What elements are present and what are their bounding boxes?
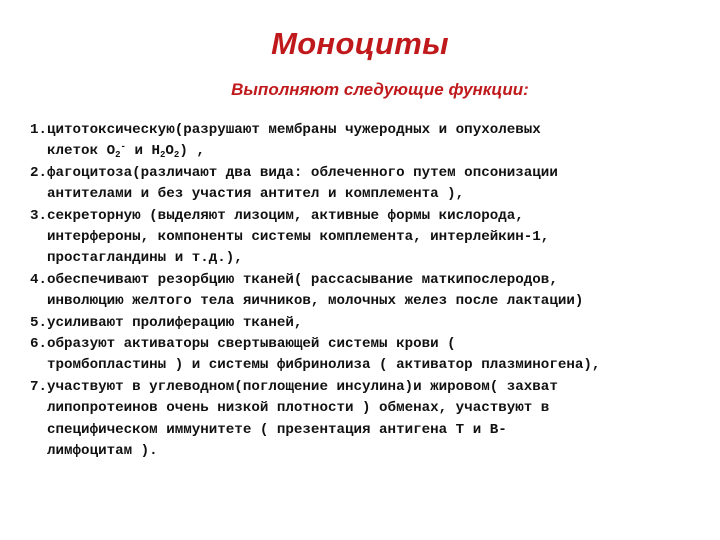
slide-title: Моноциты <box>271 26 449 61</box>
item-number: 4. <box>30 271 48 288</box>
item-line: антителами и без участия антител и комплемента ), <box>47 186 465 203</box>
list-item <box>30 334 720 377</box>
item-line: инволюцию желтого тела яичников, молочных желез после лактации) <box>47 293 584 310</box>
item-number: 7. <box>30 378 48 395</box>
slide-subtitle: Выполняют следующие функции: <box>231 80 529 99</box>
item-text <box>43 313 302 334</box>
item-number: 5. <box>30 314 48 331</box>
item-text <box>43 270 583 313</box>
item-line: усиливают пролиферацию тканей, <box>47 314 303 331</box>
item-line: липопротеинов очень низкой плотности ) обменах, участвуют в <box>47 400 550 417</box>
item-line: участвуют в углеводном(поглощение инсулина)и жировом( захват <box>47 378 558 395</box>
item-line: обеспечивают резорбцию тканей( рассасывание маткипослеродов, <box>47 271 558 288</box>
item-line: интерфероны, компоненты системы комплемента, интерлейкин-1, <box>47 229 550 246</box>
item-text <box>43 206 549 270</box>
list-item <box>30 377 720 463</box>
item-text <box>43 334 600 377</box>
list-item <box>30 206 720 270</box>
item-line: секреторную (выделяют лизоцим, активные формы кислорода, <box>47 207 524 224</box>
list-item <box>30 313 720 334</box>
item-number: 1. <box>30 122 48 138</box>
item-text <box>43 377 558 463</box>
item-line: фагоцитоза(различают два вида: облеченного путем опсонизации <box>47 164 558 181</box>
list-item <box>30 270 720 313</box>
item-text <box>43 120 541 163</box>
list-item <box>30 120 720 163</box>
item-line: специфическом иммунитете ( презентация антигена Т и В- <box>47 421 507 438</box>
item-line: цитотоксическую(разрушают мембраны чужеродных и опухолевых <box>47 122 541 138</box>
item-line: простагландины и т.д.), <box>47 250 243 267</box>
item-number: 2. <box>30 164 48 181</box>
item-text <box>43 163 558 206</box>
item-line: лимфоцитам ). <box>47 443 158 460</box>
list-item <box>30 163 720 206</box>
item-number: 3. <box>30 207 48 224</box>
item-line: образуют активаторы свертывающей системы крови ( <box>47 336 456 353</box>
item-number: 6. <box>30 336 48 353</box>
item-line: тромбопластины ) и системы фибринолиза ( активатор плазминогена), <box>47 357 601 374</box>
item-line: клеток $О_2^-$ и $Н_2О_2$) , <box>47 142 205 161</box>
functions-list <box>30 120 720 463</box>
